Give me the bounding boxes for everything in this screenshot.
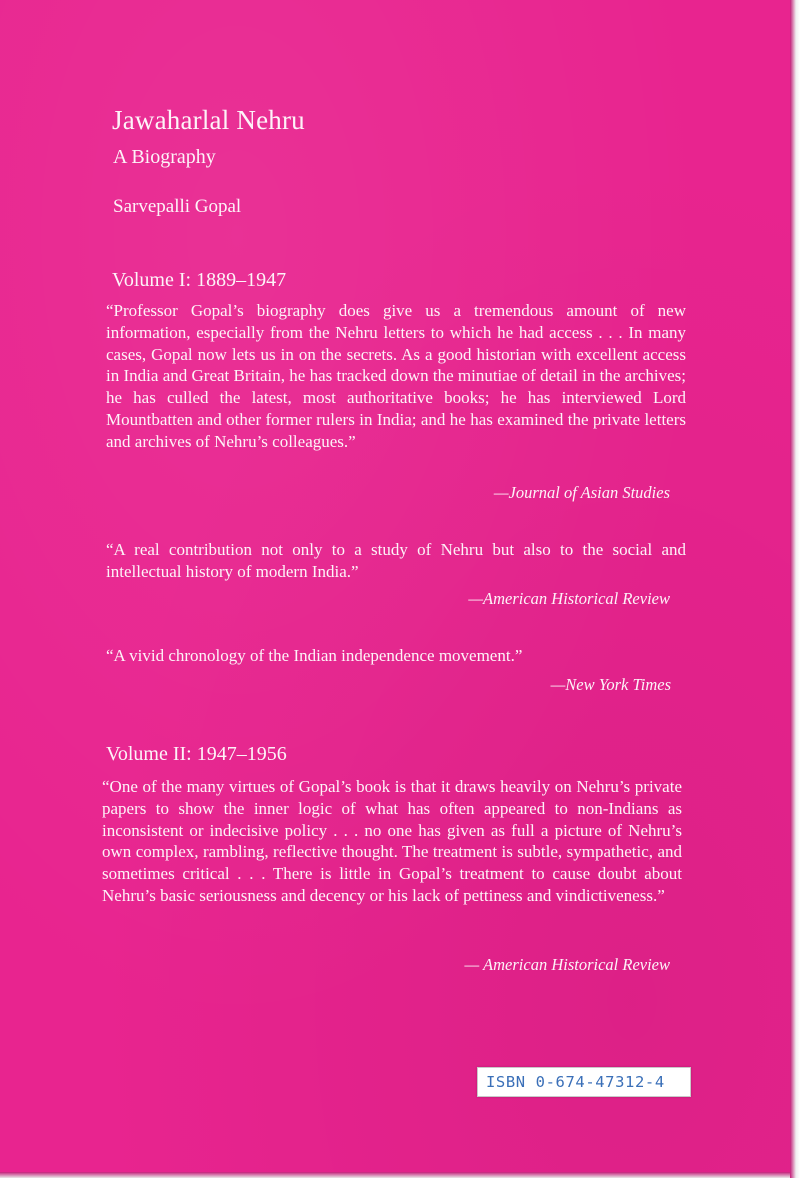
cover-right-edge bbox=[790, 0, 800, 1178]
review-source: — American Historical Review bbox=[464, 955, 670, 974]
review-source: —Journal of Asian Studies bbox=[493, 483, 670, 502]
isbn-sticker bbox=[477, 1067, 691, 1097]
volume-2-heading: Volume II: 1947–1956 bbox=[106, 743, 287, 765]
book-author: Sarvepalli Gopal bbox=[113, 196, 242, 217]
cover-bottom-edge bbox=[0, 1172, 790, 1178]
review-quote: “One of the many virtues of Gopal’s book is that it draws heavily on Nehru’s private papers to show the inner logic of what has often appeared to non-Indians as inconsistent or indecisive policy . . . no one has given as full a picture of Nehru’s own complex, rambling, reflective thought. The treatment is subtle, sympathetic, and sometimes critical . . . There is little in Gopal’s treatment to cause doubt about Nehru’s basic seriousness and decency or his lack of pettiness and vindictiveness.” bbox=[102, 777, 682, 905]
isbn-number: ISBN 0-674-47312-4 bbox=[486, 1073, 665, 1091]
review-source: —American Historical Review bbox=[468, 589, 670, 608]
book-title: Jawaharlal Nehru bbox=[112, 105, 305, 135]
review-quote: “Professor Gopal’s biography does give us a tremendous amount of new information, especially from the Nehru letters to which he had access . . . In many cases, Gopal now lets us in on the secrets. As a good historian with excellent access in India and Great Britain, he has tracked down the minutiae of detail in the archives; he has culled the latest, most authoritative books; he has interviewed Lord Mountbatten and other former rulers in India; and he has examined the private letters and archives of Nehru’s colleagues.” bbox=[106, 301, 686, 451]
review-quote: “A vivid chronology of the Indian independence movement.” bbox=[106, 646, 523, 665]
review-quote: “A real contribution not only to a study of Nehru but also to the social and intellectual history of modern India.” bbox=[106, 540, 686, 581]
book-subtitle: A Biography bbox=[113, 146, 216, 168]
volume-1-heading: Volume I: 1889–1947 bbox=[112, 269, 287, 291]
review-source: —New York Times bbox=[550, 675, 671, 694]
